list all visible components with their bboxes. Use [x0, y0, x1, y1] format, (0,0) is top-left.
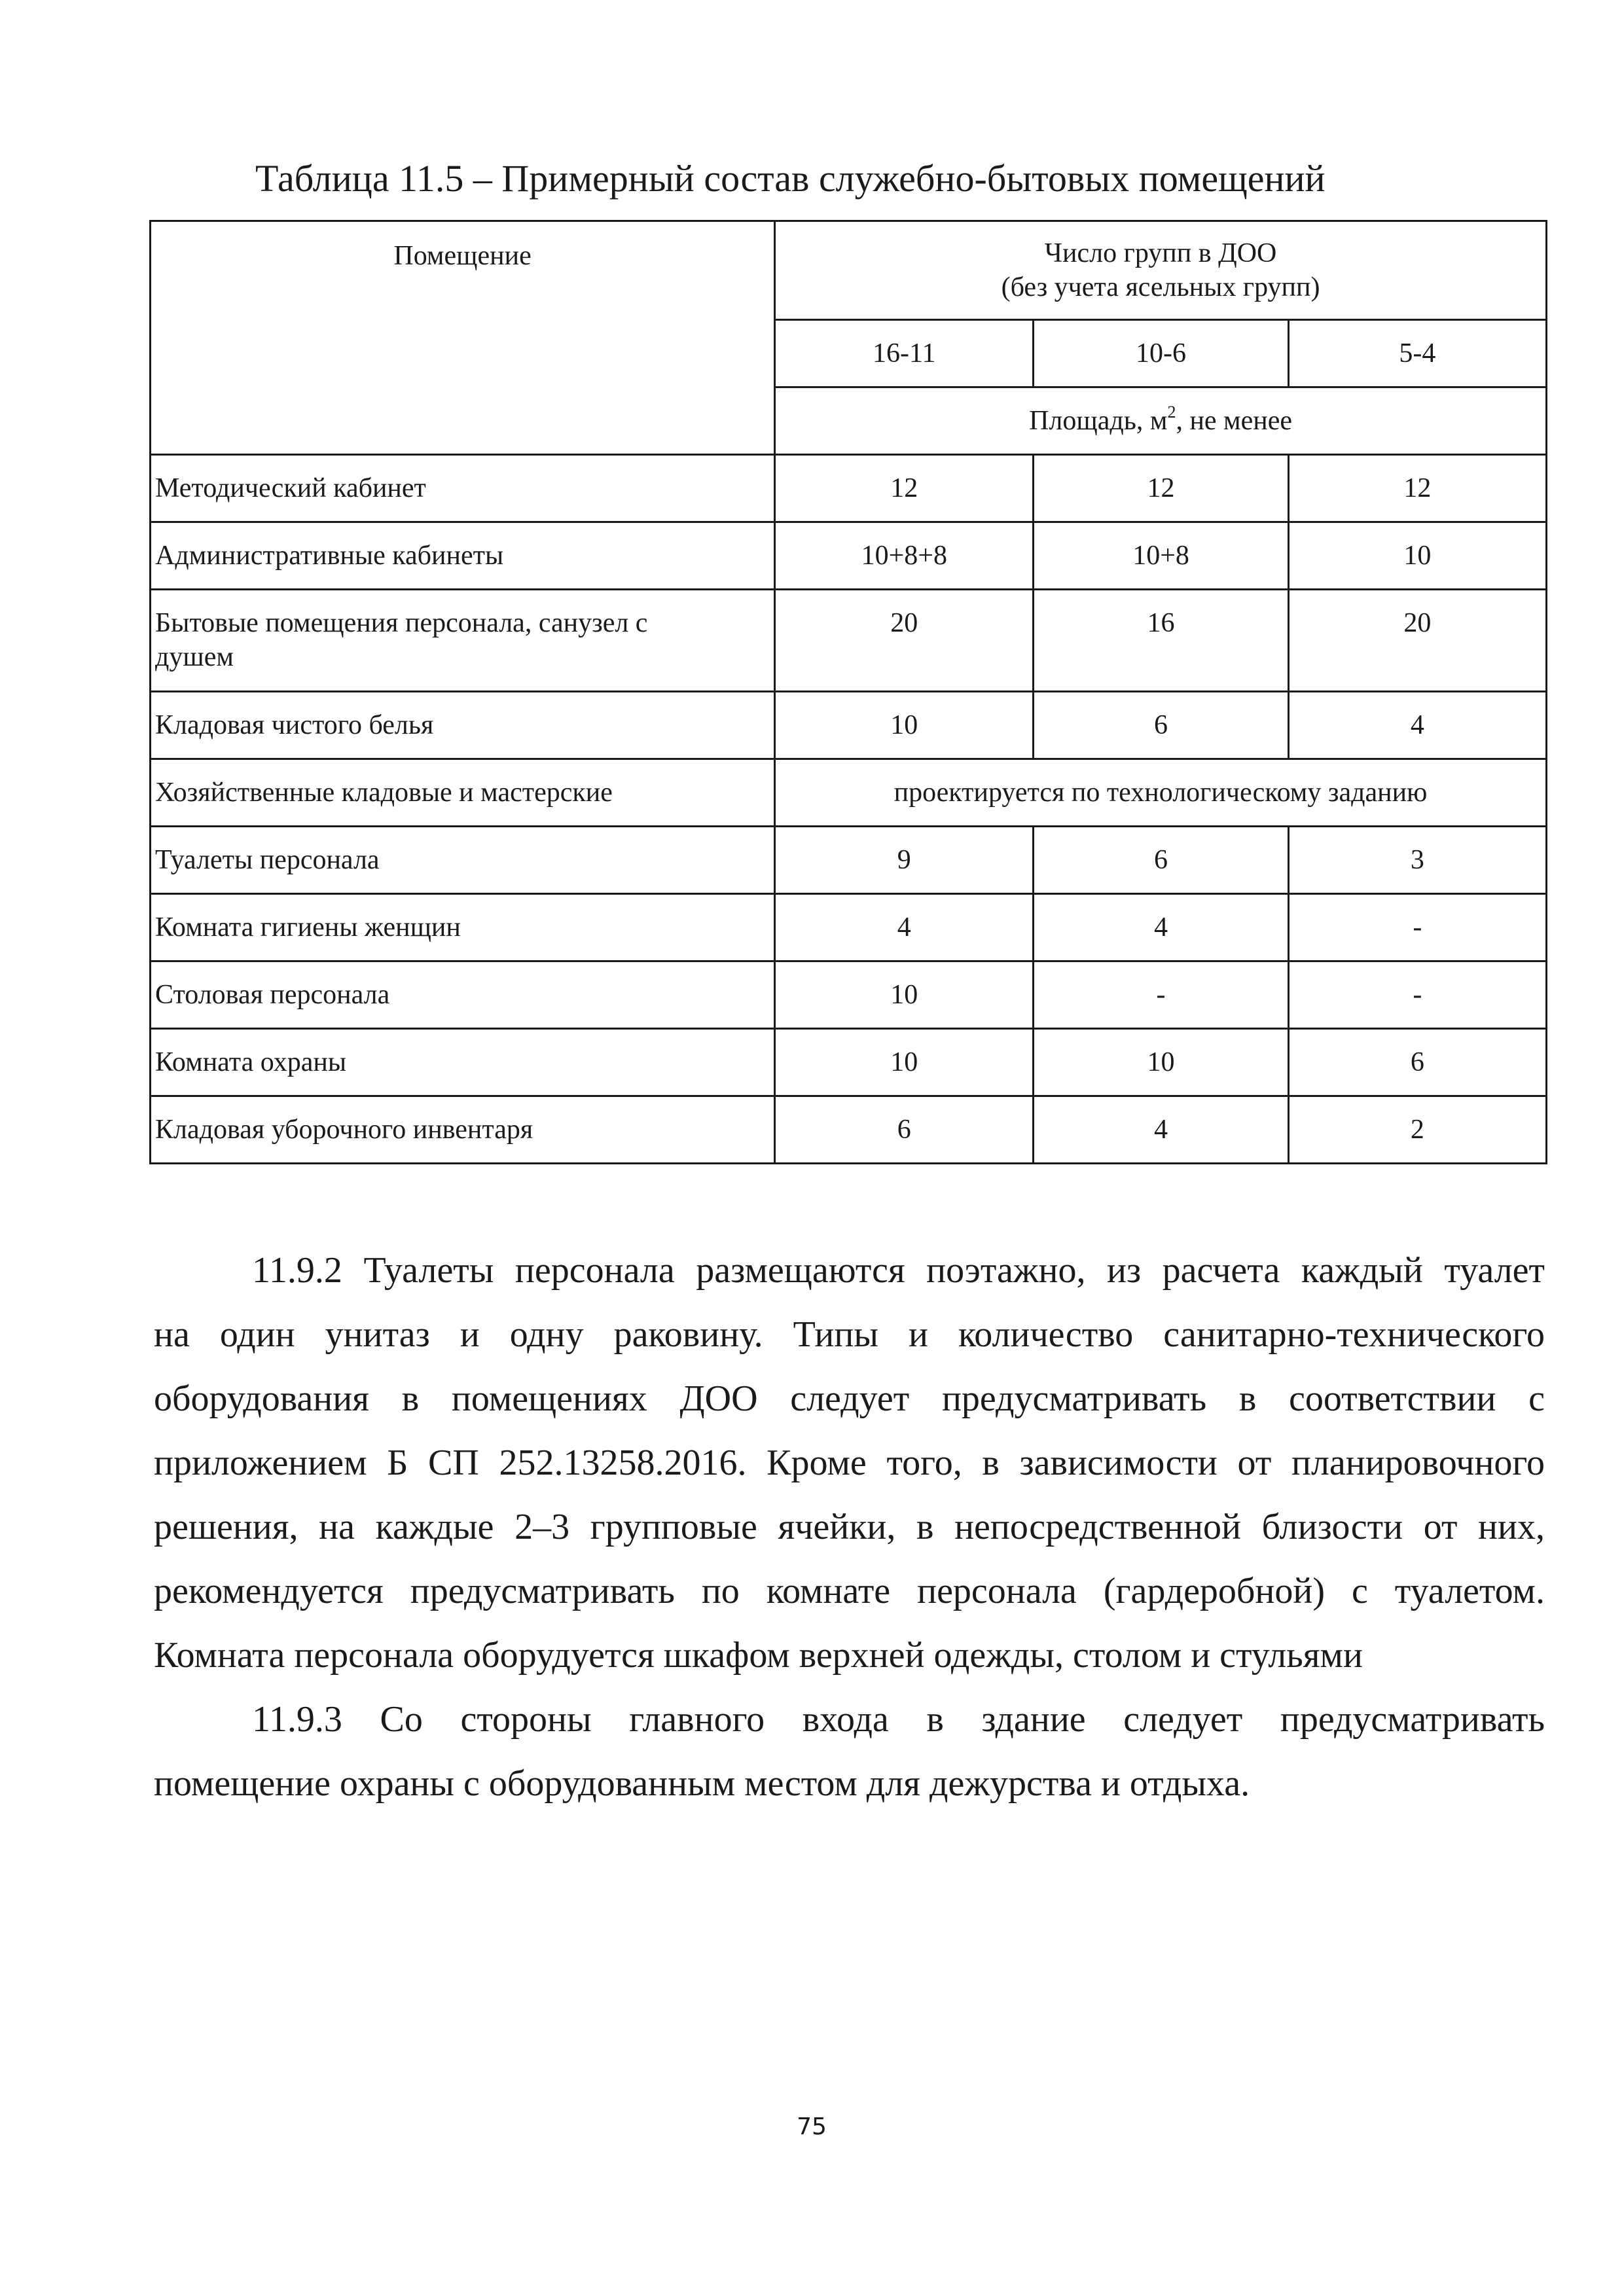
- row-value: 10+8+8: [775, 522, 1034, 590]
- header-groups: [775, 221, 1547, 320]
- header-groups-note: (без учета ясельных групп): [1001, 272, 1320, 302]
- row-value: -: [1034, 961, 1288, 1029]
- row-name: Методический кабинет: [151, 455, 775, 522]
- row-value: 20: [775, 590, 1034, 692]
- row-value: 9: [775, 827, 1034, 894]
- header-range-5-4: 5-4: [1288, 320, 1546, 387]
- row-value: 12: [775, 455, 1034, 522]
- header-area: Площадь, $м^2$, не менее: [775, 387, 1547, 455]
- table-row: [151, 1096, 1547, 1164]
- table-row: [151, 759, 1547, 827]
- table-row: [151, 692, 1547, 759]
- table-row: [151, 522, 1547, 590]
- row-name: Туалеты персонала: [151, 827, 775, 894]
- header-range-16-11: 16-11: [775, 320, 1034, 387]
- header-range-10-6: 10-6: [1034, 320, 1288, 387]
- paragraph-line: 11.9.3 Со стороны главного входа в здание следует предусматривать: [252, 1699, 1545, 1740]
- table-row: [151, 894, 1547, 961]
- paragraph-line: помещение охраны с оборудованным местом для дежурства и отдыха.: [154, 1763, 1250, 1804]
- row-span-value: проектируется по технологическому заданию: [775, 759, 1547, 827]
- row-value: 3: [1288, 827, 1546, 894]
- row-value: 4: [1288, 692, 1546, 759]
- row-name: Кладовая чистого белья: [151, 692, 775, 759]
- row-value: 4: [1034, 894, 1288, 961]
- header-room: Помещение: [151, 221, 775, 455]
- row-name: Комната гигиены женщин: [151, 894, 775, 961]
- row-value: 4: [775, 894, 1034, 961]
- row-value: 10: [775, 692, 1034, 759]
- row-value: 10: [775, 1029, 1034, 1096]
- row-name: Хозяйственные кладовые и мастерские: [151, 759, 775, 827]
- paragraph-11-9-2: [154, 1238, 1545, 1687]
- row-name: Комната охраны: [151, 1029, 775, 1096]
- rooms-table: [149, 220, 1547, 1164]
- paragraph-line: рекомендуется предусматривать по комнате персонала (гардеробной) с туалетом.: [154, 1571, 1545, 1611]
- paragraph-line: решения, на каждые 2–3 групповые ячейки, в непосредственной близости от них,: [154, 1507, 1545, 1547]
- row-value: 6: [1034, 692, 1288, 759]
- row-value: 10: [1034, 1029, 1288, 1096]
- table-row: [151, 961, 1547, 1029]
- table-row: [151, 1029, 1547, 1096]
- row-name: Кладовая уборочного инвентаря: [151, 1096, 775, 1164]
- row-value: 10: [775, 961, 1034, 1029]
- row-value: 6: [1034, 827, 1288, 894]
- paragraph-line: на один унитаз и одну раковину. Типы и количество санитарно-технического: [154, 1314, 1545, 1355]
- page-number: 75: [797, 2113, 827, 2140]
- row-value: 12: [1034, 455, 1288, 522]
- row-name: Столовая персонала: [151, 961, 775, 1029]
- row-value: 6: [1288, 1029, 1546, 1096]
- row-value: -: [1288, 961, 1546, 1029]
- row-name: Административные кабинеты: [151, 522, 775, 590]
- table-row: [151, 827, 1547, 894]
- paragraph-line: оборудования в помещениях ДОО следует предусматривать в соответствии с: [154, 1378, 1545, 1419]
- row-name: Бытовые помещения персонала, санузел с душем: [151, 590, 775, 692]
- header-groups-title: Число групп в ДОО: [1044, 238, 1277, 268]
- table-row: [151, 455, 1547, 522]
- paragraph-line: Комната персонала оборудуется шкафом верхней одежды, столом и стульями: [154, 1635, 1363, 1676]
- row-value: 12: [1288, 455, 1546, 522]
- paragraph-11-9-3: [154, 1687, 1545, 1816]
- row-value: 4: [1034, 1096, 1288, 1164]
- paragraph-line: 11.9.2 Туалеты персонала размещаются поэтажно, из расчета каждый туалет: [252, 1250, 1545, 1291]
- row-value: 20: [1288, 590, 1546, 692]
- row-value: 10: [1288, 522, 1546, 590]
- row-value: -: [1288, 894, 1546, 961]
- paragraph-line: приложением Б СП 252.13258.2016. Кроме того, в зависимости от планировочного: [154, 1443, 1545, 1483]
- row-value: 16: [1034, 590, 1288, 692]
- table-caption: Таблица 11.5 – Примерный состав служебно-бытовых помещений: [255, 157, 1326, 200]
- row-value: 2: [1288, 1096, 1546, 1164]
- table-header-row: [151, 221, 1547, 320]
- row-value: 6: [775, 1096, 1034, 1164]
- table-row: [151, 590, 1547, 692]
- row-value: 10+8: [1034, 522, 1288, 590]
